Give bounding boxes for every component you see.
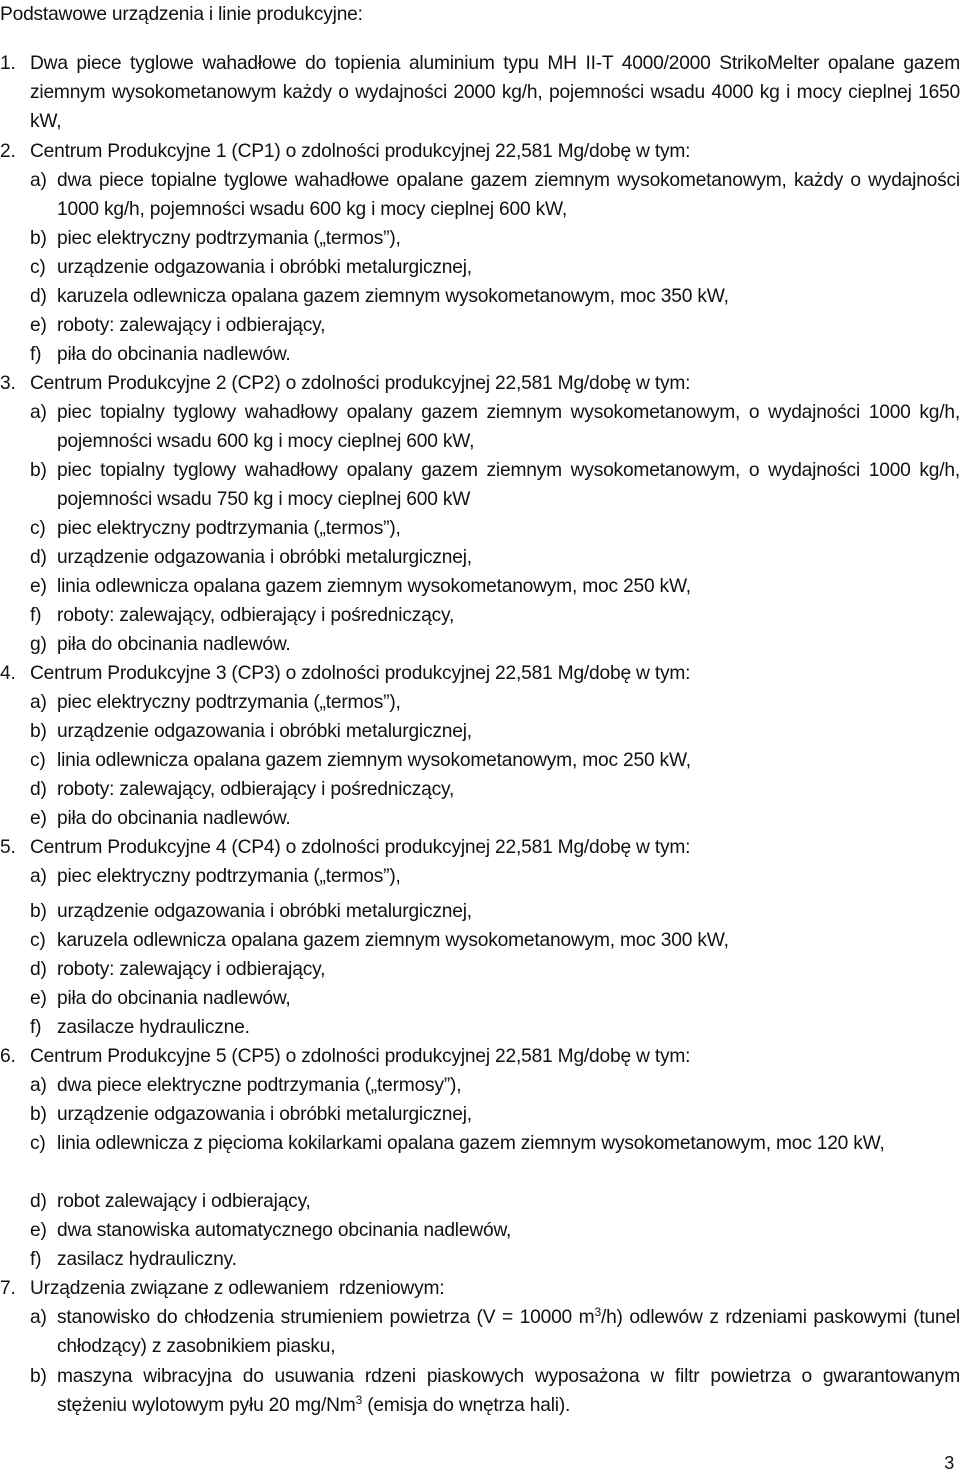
- sub-item-label: f): [30, 1017, 42, 1038]
- sub-item-label: d): [30, 959, 47, 980]
- item-text: Centrum Produkcyjne 2 (CP2) o zdolności produkcyjnej 22,581 Mg/dobę w tym:: [30, 373, 691, 394]
- sub-item-text: linia odlewnicza opalana gazem ziemnym wysokometanowym, moc 250 kW,: [57, 576, 691, 597]
- sub-item-label: c): [30, 518, 46, 539]
- sub-item-text: linia odlewnicza z pięcioma kokilarkami opalana gazem ziemnym wysokometanowym, moc 120 kW,: [57, 1133, 885, 1154]
- sub-item-text: piec elektryczny podtrzymania („termos”),: [57, 518, 401, 539]
- sub-item-text: piec elektryczny podtrzymania („termos”),: [57, 228, 401, 249]
- page-number: 3: [944, 1453, 954, 1473]
- item-text: Urządzenia związane z odlewaniem rdzeniowym:: [30, 1278, 445, 1299]
- sub-item-label: b): [30, 1366, 47, 1387]
- sub-item-text: roboty: zalewający i odbierający,: [57, 959, 326, 980]
- item-text: Centrum Produkcyjne 3 (CP3) o zdolności produkcyjnej 22,581 Mg/dobę w tym:: [30, 663, 691, 684]
- item-number: 3.: [0, 373, 16, 394]
- sub-item-label: b): [30, 1104, 47, 1125]
- text-part: /h) odlewów z rdzeniami paskowymi (tunel chłodzący) z zasobnikiem piasku,: [57, 1307, 960, 1357]
- item-number: 2.: [0, 141, 16, 162]
- item-text: Centrum Produkcyjne 4 (CP4) o zdolności produkcyjnej 22,581 Mg/dobę w tym:: [30, 837, 691, 858]
- sub-item-text: piła do obcinania nadlewów.: [57, 808, 291, 829]
- sub-item-label: b): [30, 228, 47, 249]
- sub-item-label: a): [30, 402, 47, 423]
- sub-item-text: piła do obcinania nadlewów,: [57, 988, 291, 1009]
- sub-item-label: e): [30, 1220, 47, 1241]
- sub-item-label: b): [30, 460, 47, 481]
- sub-item-text: zasilacz hydrauliczny.: [57, 1249, 237, 1270]
- sub-item-label: f): [30, 605, 42, 626]
- sub-item-text: urządzenie odgazowania i obróbki metalurgicznej,: [57, 1104, 472, 1125]
- sub-item-text: roboty: zalewający i odbierający,: [57, 315, 326, 336]
- sub-item-label: b): [30, 901, 47, 922]
- sub-item-text: piec elektryczny podtrzymania („termos”),: [57, 692, 401, 713]
- sub-item-text: piec topialny tyglowy wahadłowy opalany gazem ziemnym wysokometanowym, o wydajności 1000 kg/h, pojemności wsadu 600 kg i mocy cieplnej 600 kW,: [57, 402, 960, 452]
- sub-item-label: d): [30, 779, 47, 800]
- sub-item-text: roboty: zalewający, odbierający i pośredniczący,: [57, 779, 455, 800]
- sub-item-text: piec topialny tyglowy wahadłowy opalany gazem ziemnym wysokometanowym, o wydajności 1000 kg/h, pojemności wsadu 750 kg i mocy cieplnej 600 kW: [57, 460, 960, 510]
- sub-item-text: piła do obcinania nadlewów.: [57, 634, 291, 655]
- sub-item-label: e): [30, 808, 47, 829]
- sub-item-label: a): [30, 692, 47, 713]
- superscript: 3: [355, 1393, 363, 1407]
- sub-item-label: f): [30, 344, 42, 365]
- text-part: maszyna wibracyjna do usuwania rdzeni piaskowych wyposażona w filtr powietrza o gwarantowanym stężeniu wylotowym pyłu 20 mg/Nm: [57, 1366, 960, 1416]
- sub-item-label: e): [30, 315, 47, 336]
- text-part: stanowisko do chłodzenia strumieniem powietrza (V = 10000 m: [57, 1307, 595, 1328]
- sub-item-text: piła do obcinania nadlewów.: [57, 344, 291, 365]
- sub-item-label: d): [30, 286, 47, 307]
- sub-item-label: c): [30, 257, 46, 278]
- sub-item-label: d): [30, 547, 47, 568]
- item-number: 6.: [0, 1046, 16, 1067]
- item-number: 5.: [0, 837, 16, 858]
- sub-item-label: a): [30, 866, 47, 887]
- sub-item-text: linia odlewnicza opalana gazem ziemnym wysokometanowym, moc 250 kW,: [57, 750, 691, 771]
- sub-item-text: karuzela odlewnicza opalana gazem ziemnym wysokometanowym, moc 350 kW,: [57, 286, 729, 307]
- sub-item-label: d): [30, 1191, 47, 1212]
- sub-item-text: karuzela odlewnicza opalana gazem ziemnym wysokometanowym, moc 300 kW,: [57, 930, 729, 951]
- sub-item-text: urządzenie odgazowania i obróbki metalurgicznej,: [57, 257, 472, 278]
- item-number: 1.: [0, 53, 16, 74]
- sub-item-text: roboty: zalewający, odbierający i pośredniczący,: [57, 605, 455, 626]
- item-text: Centrum Produkcyjne 1 (CP1) o zdolności produkcyjnej 22,581 Mg/dobę w tym:: [30, 141, 691, 162]
- text-part: (emisja do wnętrza hali).: [362, 1395, 571, 1416]
- sub-item-label: c): [30, 1133, 46, 1154]
- sub-item-text: dwa piece topialne tyglowe wahadłowe opalane gazem ziemnym wysokometanowym, każdy o wydajności 1000 kg/h, pojemności wsadu 600 kg i mocy cieplnej 600 kW,: [57, 170, 960, 220]
- document-heading: Podstawowe urządzenia i linie produkcyjne:: [0, 4, 363, 25]
- sub-item-label: a): [30, 1307, 47, 1328]
- item-text: Centrum Produkcyjne 5 (CP5) o zdolności produkcyjnej 22,581 Mg/dobę w tym:: [30, 1046, 691, 1067]
- sub-item-text: dwa piece elektryczne podtrzymania („termosy”),: [57, 1075, 462, 1096]
- sub-item-text: urządzenie odgazowania i obróbki metalurgicznej,: [57, 901, 472, 922]
- sub-item-text: [57, 1362, 960, 1420]
- sub-item-text: [57, 1303, 960, 1361]
- sub-item-text: robot zalewający i odbierający,: [57, 1191, 311, 1212]
- sub-item-label: c): [30, 750, 46, 771]
- sub-item-label: f): [30, 1249, 42, 1270]
- sub-item-label: a): [30, 170, 47, 191]
- sub-item-text: urządzenie odgazowania i obróbki metalurgicznej,: [57, 721, 472, 742]
- item-number: 7.: [0, 1278, 16, 1299]
- sub-item-text: urządzenie odgazowania i obróbki metalurgicznej,: [57, 547, 472, 568]
- superscript: 3: [594, 1305, 601, 1319]
- sub-item-label: a): [30, 1075, 47, 1096]
- item-text: Dwa piece tyglowe wahadłowe do topienia aluminium typu MH II-T 4000/2000 StrikoMelter opalane gazem ziemnym wysokometanowym każdy o wydajności 2000 kg/h, pojemności wsadu 4000 kg i mocy cieplnej 1650 kW,: [30, 53, 960, 132]
- sub-item-label: c): [30, 930, 46, 951]
- sub-item-text: zasilacze hydrauliczne.: [57, 1017, 250, 1038]
- sub-item-text: piec elektryczny podtrzymania („termos”),: [57, 866, 401, 887]
- sub-item-label: g): [30, 634, 47, 655]
- item-number: 4.: [0, 663, 16, 684]
- sub-item-label: e): [30, 576, 47, 597]
- sub-item-label: e): [30, 988, 47, 1009]
- sub-item-text: dwa stanowiska automatycznego obcinania nadlewów,: [57, 1220, 512, 1241]
- sub-item-label: b): [30, 721, 47, 742]
